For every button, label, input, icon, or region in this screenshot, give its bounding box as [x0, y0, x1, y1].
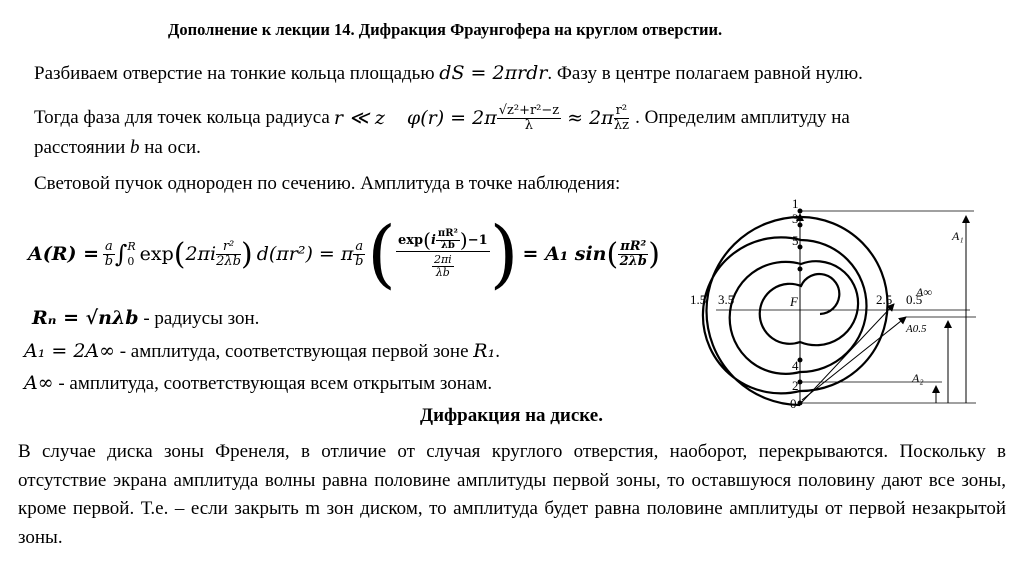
label-4: 4 — [792, 358, 799, 373]
text-segment: - амплитуда, соответствующая первой зоне — [114, 341, 474, 362]
condition-math: r ≪ z — [333, 107, 385, 129]
amplitude-formula — [28, 212, 660, 296]
label-3-5: 3.5 — [718, 292, 735, 307]
text-segment: . Определим амплитуду на — [635, 107, 850, 128]
big-paren-open: ( — [367, 211, 396, 297]
big-fraction: exp ( i $\frac{\text{πR²}}{\lambda b}$ ) −1 $\frac{2\pi i}{\lambda b}$ — [398, 227, 488, 279]
imaginary-unit: i — [430, 232, 436, 248]
text-segment: Разбиваем отверстие на тонкие кольца площадью — [34, 63, 440, 84]
paren-close: ) — [240, 236, 253, 272]
ainf-symbol: A∞ — [24, 372, 54, 394]
numerator-a: a — [105, 238, 113, 254]
text-segment: расстоянии — [34, 137, 130, 158]
label-2-5: 2.5 — [876, 292, 893, 307]
disk-paragraph: В случае диска зоны Френеля, в отличие от случая круглого отверстия, наоборот, перекрываются. Поскольку в отсутствие экрана амплитуда волны равна половине амплитуды первой зоны, то оставшуюся половину дают все зоны, кроме первой. Т.е. – если закрыть m зон диском, то амплитуда будет равна половине амплитуды от первой незакрытой зоны. — [18, 441, 1006, 548]
vector-a05-diag — [802, 317, 906, 400]
denominator-b: b — [355, 253, 364, 269]
label-0-5: 0.5 — [906, 292, 923, 307]
label-2: 2 — [792, 378, 799, 393]
fraction-numerator: πR² — [620, 238, 647, 254]
intro-line-4: Световой пучок однороден по сечению. Амплитуда в точке наблюдения: — [34, 173, 621, 194]
fraction-denominator: λz — [613, 117, 629, 133]
intro-line-3 — [34, 137, 201, 159]
vector-a1-label: A₁ — [952, 229, 964, 243]
integral — [115, 239, 140, 270]
ainf-line — [24, 372, 492, 395]
text-segment: на оси. — [139, 137, 201, 158]
section-heading: Дифракция на диске. — [420, 405, 603, 426]
approx-sign: ≈ 2π — [567, 107, 614, 129]
text-segment: . — [495, 341, 500, 362]
integral-limits — [127, 239, 135, 270]
formula-rhs: = A₁ sin — [522, 243, 607, 265]
fraction-denominator: λb — [440, 239, 455, 251]
fraction-denominator: λb — [435, 266, 450, 279]
vector-ainf-label: A∞ — [916, 285, 932, 299]
a-over-b-2 — [353, 240, 365, 268]
big-paren-close: ) — [489, 211, 519, 297]
minus-one: −1 — [467, 232, 488, 248]
intro-line-1 — [34, 62, 863, 85]
label-0: 0 — [790, 396, 797, 411]
paren-close: ) — [648, 236, 660, 272]
fraction-numerator: r² — [222, 238, 235, 254]
upper-limit: R — [127, 239, 136, 253]
phase-fraction-2 — [614, 104, 629, 132]
integral-sign: ∫ — [114, 240, 128, 268]
fraction-denominator: 2λb — [619, 253, 647, 269]
text-segment: . Фазу в центре полагаем равной нулю. — [547, 63, 863, 84]
vector-ainf-diag — [802, 304, 894, 402]
fraction-denominator: 2λb — [216, 253, 241, 269]
numerator-a: a — [355, 238, 364, 254]
text-segment: - амплитуда, соответствующая всем открытым зонам. — [53, 373, 493, 394]
zones-line — [32, 307, 259, 330]
exp-fraction — [216, 240, 241, 268]
page-title: Дополнение к лекции 14. Дифракция Фраунгофера на круглом отверстии. — [168, 20, 723, 39]
fraction-numerator: r² — [615, 102, 628, 118]
denominator-fraction — [432, 254, 454, 278]
a1-line — [24, 340, 500, 363]
denominator-b: b — [104, 253, 114, 269]
label-3: 3 — [792, 211, 799, 226]
area-formula: dS = 2πrdr — [439, 62, 548, 84]
lower-limit: 0 — [127, 255, 135, 268]
fraction-numerator: 2πi — [433, 253, 452, 267]
label-5: 5 — [792, 233, 799, 248]
fraction-denominator: λ — [524, 117, 534, 133]
variable-b: b — [129, 137, 140, 158]
exp-argument: 2πi — [185, 243, 217, 265]
exp-function: exp — [139, 243, 174, 265]
vector-a2-label: A₂ — [912, 371, 924, 385]
fraction-numerator: πR² — [437, 228, 458, 240]
label-1-5: 1.5 — [690, 292, 707, 307]
intro-line-2 — [34, 96, 850, 140]
paren-open: ( — [606, 236, 619, 272]
fraction-numerator: √z²+r²−z — [498, 102, 560, 118]
exp-function: exp — [398, 232, 424, 248]
text-segment: Тогда фаза для точек кольца радиуса — [34, 107, 330, 128]
vector-a05-label: A0.5 — [906, 323, 927, 335]
text-segment: - радиусы зон. — [138, 308, 260, 329]
spiral-diagram — [680, 192, 980, 412]
r1-symbol: R₁ — [473, 340, 496, 362]
a-over-b — [103, 240, 115, 268]
phase-fraction-1 — [497, 104, 561, 132]
zone-radius-formula: Rₙ = √nλb — [32, 307, 139, 329]
label-1: 1 — [792, 196, 799, 211]
formula-lhs: A(R) = — [28, 243, 100, 265]
sin-fraction — [618, 240, 648, 268]
phase-lhs: φ(r) = 2π — [406, 107, 497, 129]
focus-label: F — [790, 294, 798, 309]
paren-open: ( — [173, 236, 186, 272]
inner-fraction — [436, 229, 460, 251]
differential-part: d(πr²) = π — [256, 243, 354, 265]
a1-formula: A₁ = 2A∞ — [24, 340, 115, 362]
